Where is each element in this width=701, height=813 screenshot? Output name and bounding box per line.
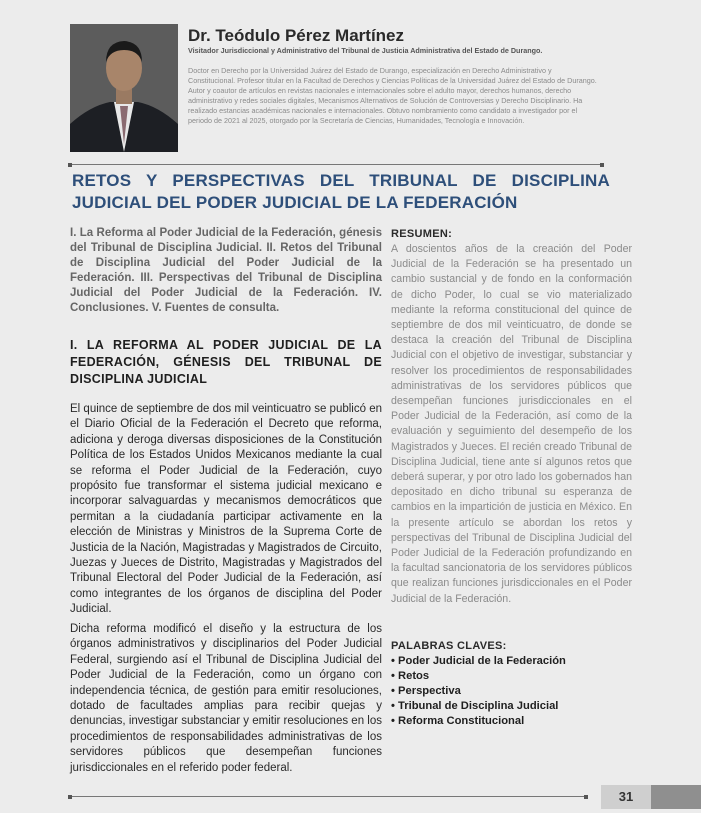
- author-photo: [70, 24, 178, 152]
- keyword-item: • Perspectiva: [391, 685, 461, 697]
- divider-dot: [584, 795, 588, 799]
- title-line-2: JUDICIAL DEL PODER JUDICIAL DE LA FEDERACIÓN: [72, 193, 518, 212]
- page-number-bar: [651, 785, 701, 809]
- body-paragraph: Dicha reforma modificó el diseño y la estructura de los órganos administrativos y disciplinarios del Poder Judicial Federal, surgiendo así el Tribunal de Disciplina Judicial del Poder Judicial de la Federación, como un órgano con independencia técnica, de gestión para emitir resoluciones, dotado de facultades amplias para recibir quejas y denuncias, investigar substanciar y emitir resoluciones en los procedimientos de responsabilidades administrativas de los servidores públicos que desempeñan funciones jurisdiccionales en el referido poder federal.: [70, 623, 382, 774]
- page-number: 31: [601, 785, 651, 809]
- keyword-item: • Reforma Constitucional: [391, 715, 525, 727]
- divider-dot: [68, 163, 72, 167]
- keyword-item: • Poder Judicial de la Federación: [391, 655, 566, 667]
- keyword-item: • Retos: [391, 670, 430, 682]
- author-role: Visitador Jurisdiccional y Administrativo del Tribunal de Justicia Administrativa del Estado de Durango.: [188, 46, 543, 55]
- section-heading: I. LA REFORMA AL PODER JUDICIAL DE LA FEDERACIÓN, GÉNESIS DEL TRIBUNAL DE DISCIPLINA JUDICIAL: [70, 338, 382, 386]
- divider-dot: [600, 163, 604, 167]
- abstract-label: RESUMEN:: [391, 228, 453, 240]
- table-of-contents: I. La Reforma al Poder Judicial de la Federación, génesis del Tribunal de Disciplina Judicial. II. Retos del Tribunal de Disciplina Judicial del Poder Judicial de la Federación. III. Perspectivas del Tribunal de Disciplina Judicial del Poder Judicial de la Federación. IV. Conclusiones. V. Fuentes de consulta.: [70, 227, 382, 314]
- author-bio: Doctor en Derecho por la Universidad Juárez del Estado de Durango, especialización en Derecho Administrativo y Constitucional. Profesor titular en la Facultad de Derechos y Ciencias Políticas de la Universidad Juárez del Estado de Durango. Autor y coautor de artículos en revistas nacionales e internacionales sobre el adulto mayor, derechos humanos, derecho administrativo y redes sociales digitales, Mecanismos Alternativos de Solución de Controversias y Derecho Disciplinario. Ha realizado estancias académicas nacionales e internacionales. Obtuvo nombramiento como candidato a investigador por el periodo de 2021 al 2025, otorgado por la Secretaría de Ciencias, Humanidades, Tecnología e Innovación.: [188, 66, 597, 125]
- author-name: Dr. Teódulo Pérez Martínez: [188, 26, 405, 45]
- keywords-list: [391, 654, 632, 729]
- title-line-1: RETOS Y PERSPECTIVAS DEL TRIBUNAL DE DISCIPLINA: [72, 171, 610, 190]
- keywords-label: PALABRAS CLAVES:: [391, 640, 507, 652]
- bottom-divider: [70, 796, 586, 797]
- article-title: [72, 170, 610, 214]
- abstract-text: A doscientos años de la creación del Poder Judicial de la Federación se ha presentado un cambio sustancial y de fondo en la conformación de dicho Poder, lo cual se vio materializado mediante la reforma constitucional del quince de septiembre de dos mil veinticuatro, de donde se destaca la creación del Tribunal de Disciplina Judicial con el objetivo de investigar, substanciar y resolver los procedimientos de responsabilidades administrativas de los servidores públicos que desempeñan funciones jurisdiccionales en el Poder Judicial de la Federación, así como de la evaluación y seguimiento del desempeño de los Magistrados y Jueces. El recién creado Tribunal de Disciplina Judicial, tiene ante sí algunos retos que deberá superar, y por otro lado los gobernados han depositado en dicho tribunal su esperanza de cambios en la impartición de justicia en México. En la presente artículo se abordan los retos y perspectivas del Tribunal de Disciplina Judicial del Poder Judicial de la Federación profundizando en la facultad sancionatoria de los servidores públicos que realizan funciones jurisdiccionales en el Poder Judicial de la Federación.: [391, 243, 632, 605]
- divider-dot: [68, 795, 72, 799]
- top-divider: [70, 164, 602, 165]
- body-paragraph: El quince de septiembre de dos mil veinticuatro se publicó en el Diario Oficial de la Federación el Decreto que reforma, adiciona y deroga diversas disposiciones de la Constitución Política de los Estados Unidos Mexicanos mediante la cual se reforma el Poder Judicial de la Federación, cuyo propósito fue transformar el sistema judicial mexicano e incorporar salvaguardas y mecanismos democráticos que permitan a la ciudadanía participar activamente en la elección de Ministras y Ministros de la Suprema Corte de Justicia de la Nación, Magistradas y Magistrados de Circuito, Juezas y Jueces de Distrito, Magistradas y Magistrados del Tribunal Electoral del Poder Judicial de la Federación, así como integrantes de los órganos de disciplina del Poder Judicial.: [70, 403, 382, 616]
- keyword-item: • Tribunal de Disciplina Judicial: [391, 700, 559, 712]
